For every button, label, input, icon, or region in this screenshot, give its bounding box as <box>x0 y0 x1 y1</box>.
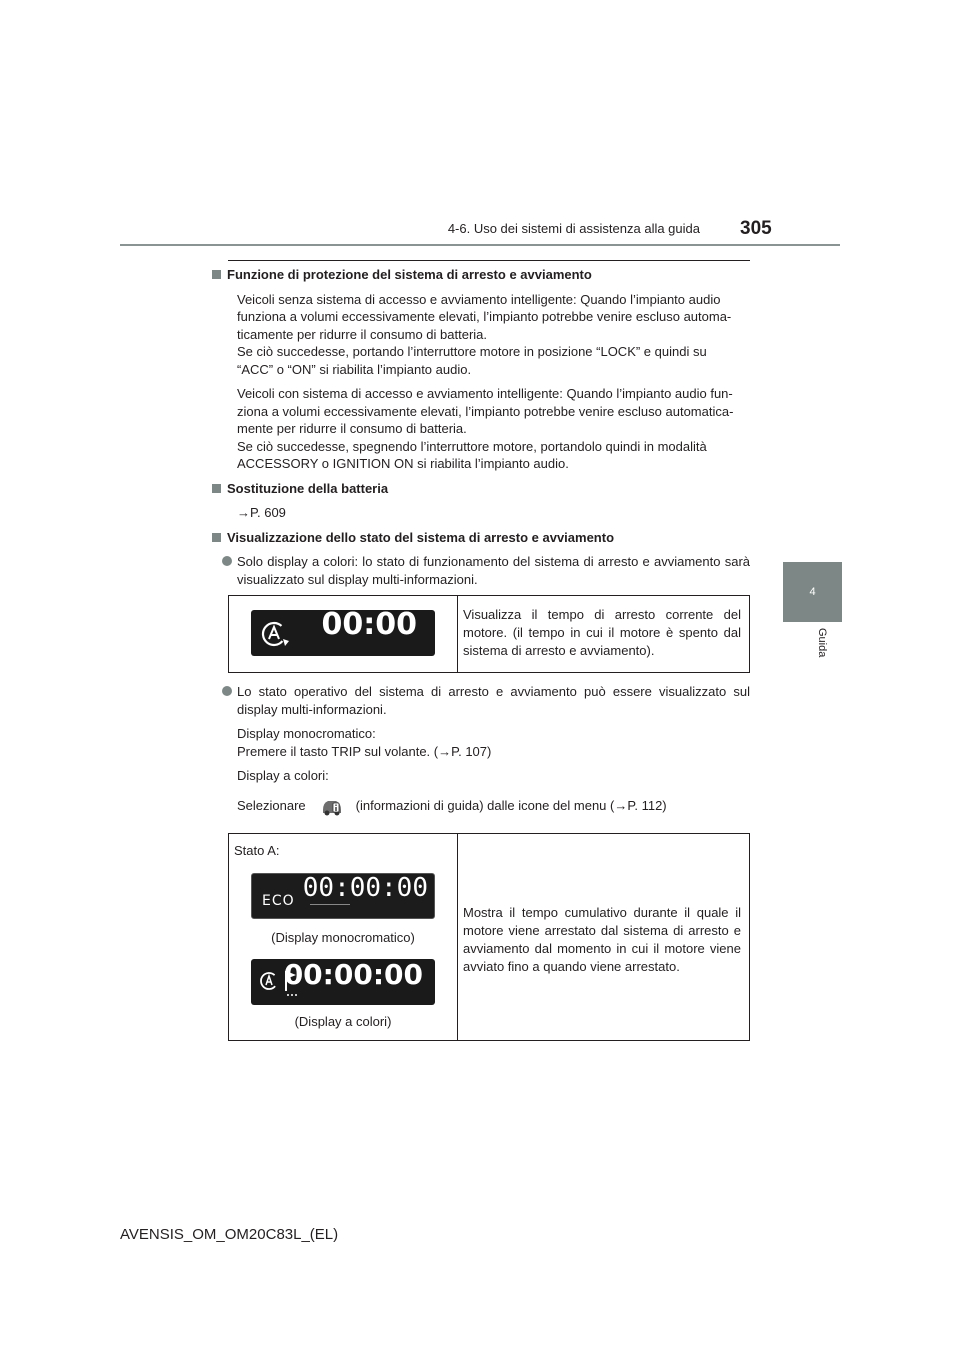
section-title: 4-6. Uso dei sistemi di assistenza alla guida <box>447 221 700 236</box>
text-line: Se ciò succedesse, portando l’interruttore motore in posizione “LOCK” e quindi su <box>237 344 707 359</box>
current-stop-time-table <box>228 595 750 673</box>
battery-page-reference: →P. 609 <box>237 505 286 520</box>
round-bullet-icon <box>222 556 232 566</box>
mono-display <box>251 873 435 919</box>
mono-display-label: Display monocromatico: <box>237 726 376 741</box>
bullet-text: Lo stato operativo del sistema di arresto e avviamento può essere visualizzato sul display multi-informazioni. <box>237 684 750 717</box>
heading-status-display-text: Visualizzazione dello stato del sistema di arresto e avviamento <box>227 529 615 545</box>
round-bullet-icon <box>222 686 232 696</box>
driving-info-icon <box>320 795 344 817</box>
description-cell <box>458 596 750 673</box>
current-stop-time: 00:00 <box>321 607 417 642</box>
bullet-color-display-only <box>222 553 750 588</box>
heading-protection-text: Funzione di protezione del sistema di arresto e avviamento <box>227 267 592 282</box>
color-display-current-stop <box>251 607 435 656</box>
description-cell <box>458 833 750 1040</box>
chapter-tab <box>783 562 842 622</box>
color-display-instruction <box>237 795 750 817</box>
chapter-number: 4 <box>809 586 816 598</box>
bullet-operational-status <box>222 683 750 718</box>
state-label: Stato A: <box>234 842 280 858</box>
display-image-cell <box>229 596 458 673</box>
color-display-caption: (Display a colori) <box>294 1013 392 1029</box>
mono-display-caption: (Display monocromatico) <box>271 930 415 945</box>
heading-battery <box>212 480 750 498</box>
bullet-text: Solo display a colori: lo stato di funzionamento del sistema di arresto e avviamento sarà visualizzato sul display multi-informazioni. <box>237 554 750 587</box>
square-bullet-icon <box>212 484 221 493</box>
document-code: AVENSIS_OM_OM20C83L_(EL) <box>120 1226 339 1243</box>
text-line: mente per ridurre il consumo di batteria. <box>237 421 467 436</box>
mono-display-instruction: Premere il tasto TRIP sul volante. (→P. 107) <box>237 743 492 759</box>
chapter-label: Guida <box>816 628 828 658</box>
select-text-before: Selezionare <box>237 797 306 813</box>
eco-bar <box>310 904 350 905</box>
color-display-label: Display a colori: <box>237 768 329 783</box>
stop-start-icon <box>257 614 297 654</box>
content-top-rule <box>228 260 750 261</box>
paragraph-without-smart-key <box>237 291 750 379</box>
text-line: ACCESSORY o IGNITION ON si riabilita l’impianto audio. <box>237 456 569 471</box>
color-display <box>251 959 435 1005</box>
current-stop-description: Visualizza il tempo di arresto corrente del motore. (il tempo in cui il motore è spento dal sistema di arresto e avviamento). <box>463 607 741 658</box>
color-cumulative-time: 00:00:00 <box>283 957 423 991</box>
text-line: ticamente per ridurre il consumo di batteria. <box>237 326 488 342</box>
main-content <box>212 266 750 1051</box>
cumulative-stop-description: Mostra il tempo cumulativo durante il quale il motore viene arrestato dal sistema di arresto e avviamento dal momento in cui il motore viene avviato fino a quando viene arrestato. <box>463 904 741 974</box>
text-line: “ACC” o “ON” si riabilita l’impianto audio. <box>237 361 472 377</box>
text-line: funziona a volumi eccessivamente elevati, l’impianto potrebbe venire escluso automa- <box>237 309 732 324</box>
heading-battery-text: Sostituzione della batteria <box>227 480 389 496</box>
cumulative-stop-time-table <box>228 833 750 1041</box>
paragraph-with-smart-key <box>237 385 750 473</box>
mono-cumulative-time: 00:00:00 <box>302 873 428 903</box>
heading-protection <box>212 266 750 284</box>
text-line: Veicoli senza sistema di accesso e avviamento intelligente: Quando l’impianto audio <box>237 291 721 307</box>
text-line: Veicoli con sistema di accesso e avviamento intelligente: Quando l’impianto audio fun- <box>237 386 733 401</box>
header-rule <box>120 244 840 246</box>
square-bullet-icon <box>212 533 221 542</box>
page-number: 305 <box>740 218 772 239</box>
select-text-after: (informazioni di guida) dalle icone del menu (→P. 112) <box>355 797 667 813</box>
text-line: ziona a volumi eccessivamente elevati, l’impianto potrebbe venire escluso automatica- <box>237 403 734 419</box>
heading-status-display <box>212 529 750 547</box>
mono-display-instructions <box>237 725 750 760</box>
square-bullet-icon <box>212 270 221 279</box>
text-line: Se ciò succedesse, spegnendo l’interruttore motore, portandolo quindi in modalità <box>237 438 707 454</box>
eco-indicator: ECO <box>262 893 295 909</box>
display-images-cell <box>229 833 458 1040</box>
